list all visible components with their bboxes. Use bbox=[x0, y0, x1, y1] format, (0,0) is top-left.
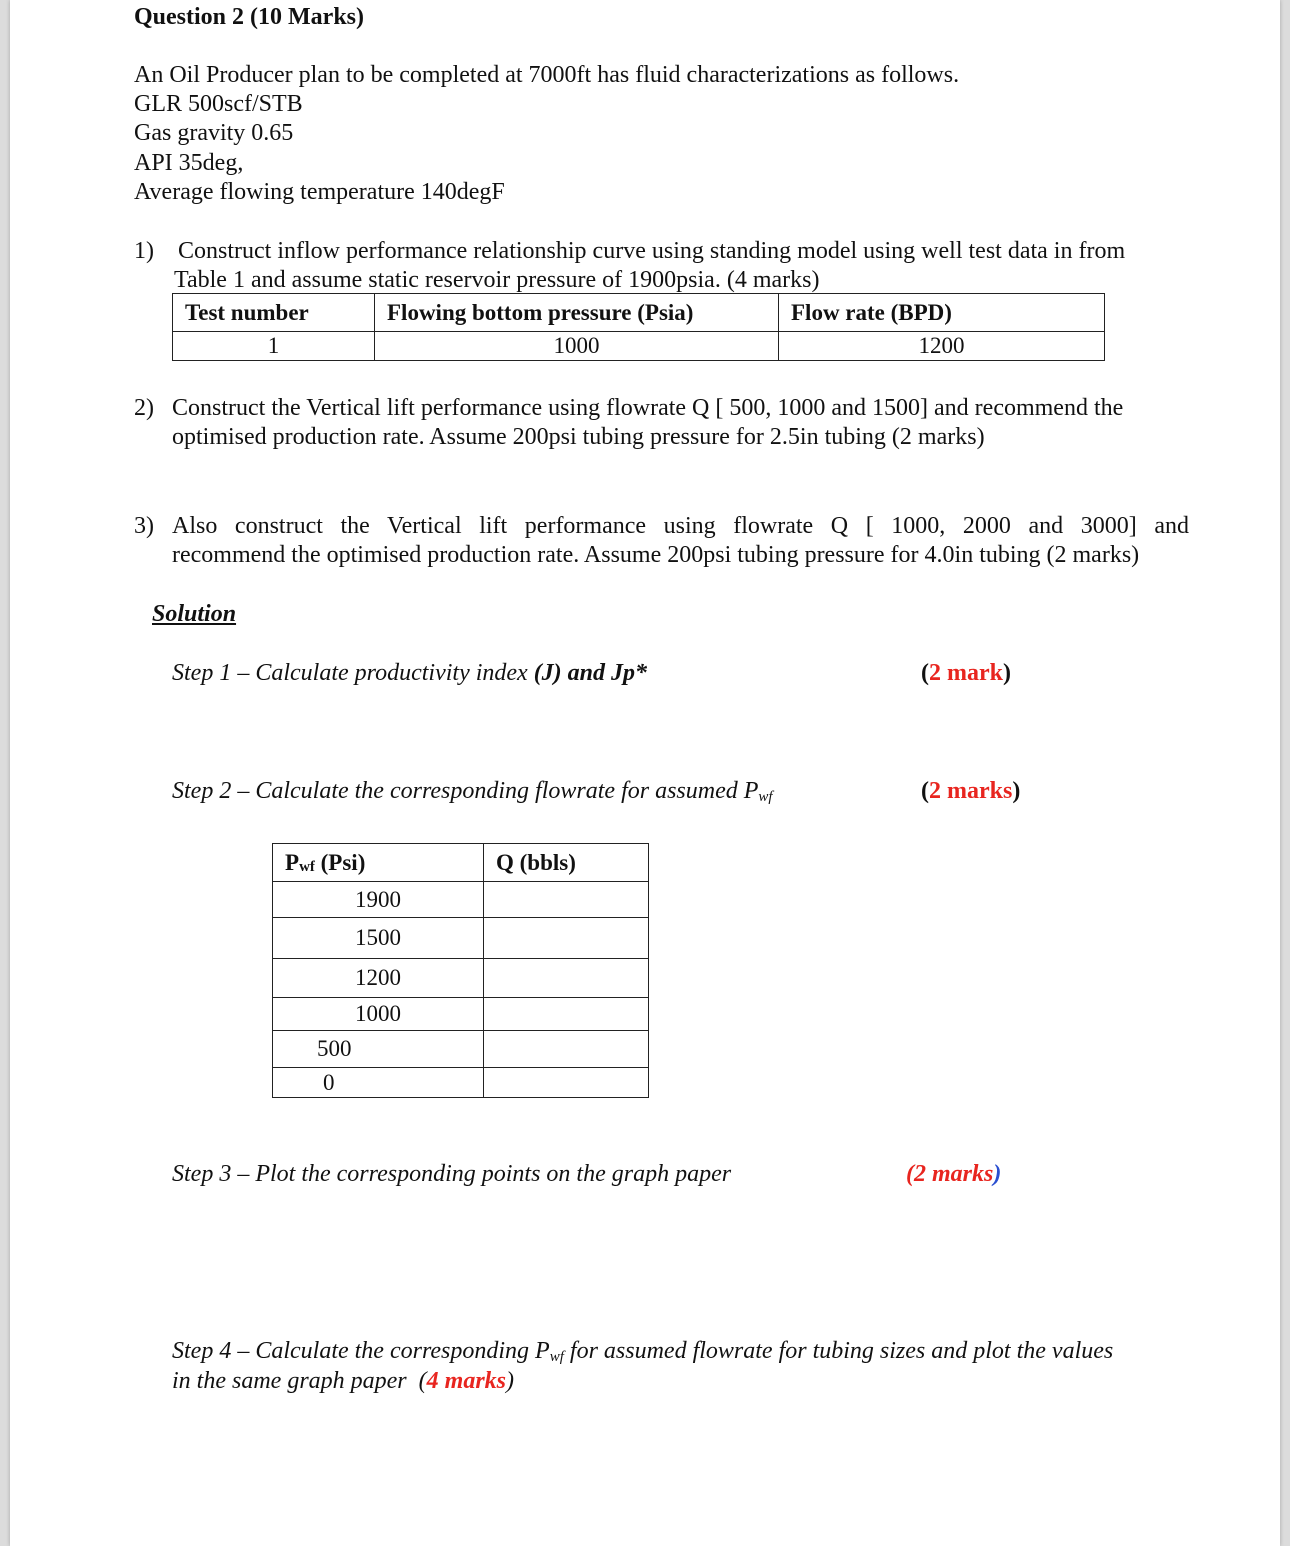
step1-prefix: Step 1 – Calculate productivity index bbox=[172, 660, 534, 686]
step2-marks-close: ) bbox=[1012, 778, 1021, 804]
step4-marks-value: 4 marks bbox=[426, 1368, 507, 1394]
step2-marks-value: 2 marks bbox=[929, 778, 1013, 804]
step4-line1-a: Step 4 – Calculate the corresponding P bbox=[172, 1338, 550, 1364]
step2-prefix: Step 2 – Calculate the corresponding flowrate for assumed P bbox=[172, 778, 759, 804]
step4-line2 bbox=[172, 1367, 514, 1396]
well-test-table bbox=[172, 293, 1105, 361]
q-cell bbox=[484, 1031, 649, 1068]
task2-line1: Construct the Vertical lift performance using flowrate Q [ 500, 1000 and 1500] and recommend the bbox=[172, 395, 1124, 421]
task1-number: 1) bbox=[134, 238, 154, 264]
q-cell bbox=[484, 959, 649, 998]
task2-line2: optimised production rate. Assume 200psi tubing pressure for 2.5in tubing (2 marks) bbox=[172, 424, 985, 450]
pwf-table-header-p bbox=[273, 844, 484, 882]
table-header-flowing-pressure: Flowing bottom pressure (Psia) bbox=[375, 294, 779, 332]
step1-text bbox=[172, 659, 647, 688]
step4-marks-close: ) bbox=[506, 1368, 515, 1394]
pwf-table-row: 500 bbox=[273, 1031, 484, 1068]
step3-marks bbox=[906, 1160, 1001, 1189]
q-cell bbox=[484, 918, 649, 959]
step4-line2-text: in the same graph paper bbox=[172, 1368, 419, 1394]
q-cell bbox=[484, 998, 649, 1031]
pwf-header-p: P bbox=[285, 849, 300, 875]
step2-marks-open: ( bbox=[921, 778, 929, 804]
step3-marks-value: 2 marks bbox=[914, 1161, 994, 1187]
step3-marks-open: ( bbox=[906, 1161, 914, 1187]
pwf-header-unit: (Psi) bbox=[314, 849, 366, 875]
step2-marks bbox=[921, 777, 1020, 806]
pwf-table bbox=[272, 843, 649, 1098]
task1-line2: Table 1 and assume static reservoir pressure of 1900psia. (4 marks) bbox=[174, 267, 820, 293]
q-cell bbox=[484, 1068, 649, 1098]
document-page bbox=[10, 0, 1280, 1546]
task1-line1: Construct inflow performance relationship curve using standing model using well test data in from bbox=[178, 238, 1126, 264]
task3-line1: Also construct the Vertical lift performance using flowrate Q [ 1000, 2000 and 3000] and bbox=[172, 513, 1189, 539]
task2-number: 2) bbox=[134, 395, 154, 421]
property-api: API 35deg, bbox=[134, 150, 244, 176]
table-cell-flowing-pressure: 1000 bbox=[375, 332, 779, 361]
pwf-table-row: 0 bbox=[273, 1068, 484, 1098]
solution-heading: Solution bbox=[152, 601, 237, 627]
question-title: Question 2 (10 Marks) bbox=[134, 4, 364, 30]
step1-marks-value: 2 mark bbox=[929, 660, 1003, 686]
step3-text: Step 3 – Plot the corresponding points on the graph paper bbox=[172, 1161, 732, 1187]
step1-marks bbox=[921, 659, 1011, 688]
step1-marks-close: ) bbox=[1003, 660, 1011, 686]
pwf-table-row: 1000 bbox=[273, 998, 484, 1031]
property-gas-gravity: Gas gravity 0.65 bbox=[134, 120, 294, 146]
step4-marks-open: ( bbox=[418, 1368, 427, 1394]
pwf-table-header-q: Q (bbls) bbox=[484, 844, 649, 882]
task3-line2: recommend the optimised production rate. Assume 200psi tubing pressure for 4.0in tubing (2 marks) bbox=[172, 542, 1140, 568]
pwf-table-row: 1900 bbox=[273, 882, 484, 918]
step1-marks-open: ( bbox=[921, 660, 929, 686]
step3-marks-close: ) bbox=[993, 1161, 1002, 1187]
question-intro: An Oil Producer plan to be completed at 7000ft has fluid characterizations as follows. bbox=[134, 62, 960, 88]
pwf-table-row: 1500 bbox=[273, 918, 484, 959]
pwf-table-row: 1200 bbox=[273, 959, 484, 998]
task3-number: 3) bbox=[134, 513, 154, 539]
step2-sub: wf bbox=[758, 789, 773, 805]
table-cell-flow-rate: 1200 bbox=[779, 332, 1105, 361]
q-cell bbox=[484, 882, 649, 918]
pwf-header-sub: wf bbox=[299, 858, 315, 875]
step4-line1-b: for assumed flowrate for tubing sizes and plot the values bbox=[563, 1338, 1114, 1364]
step1-bold: (J) and Jp* bbox=[533, 660, 648, 686]
table-header-flow-rate: Flow rate (BPD) bbox=[779, 294, 1105, 332]
table-header-test-number: Test number bbox=[173, 294, 375, 332]
property-temperature: Average flowing temperature 140degF bbox=[134, 179, 505, 205]
table-cell-test-number: 1 bbox=[173, 332, 375, 361]
step4-sub: wf bbox=[549, 1349, 564, 1365]
step2-text bbox=[172, 777, 773, 812]
property-glr: GLR 500scf/STB bbox=[134, 91, 303, 117]
